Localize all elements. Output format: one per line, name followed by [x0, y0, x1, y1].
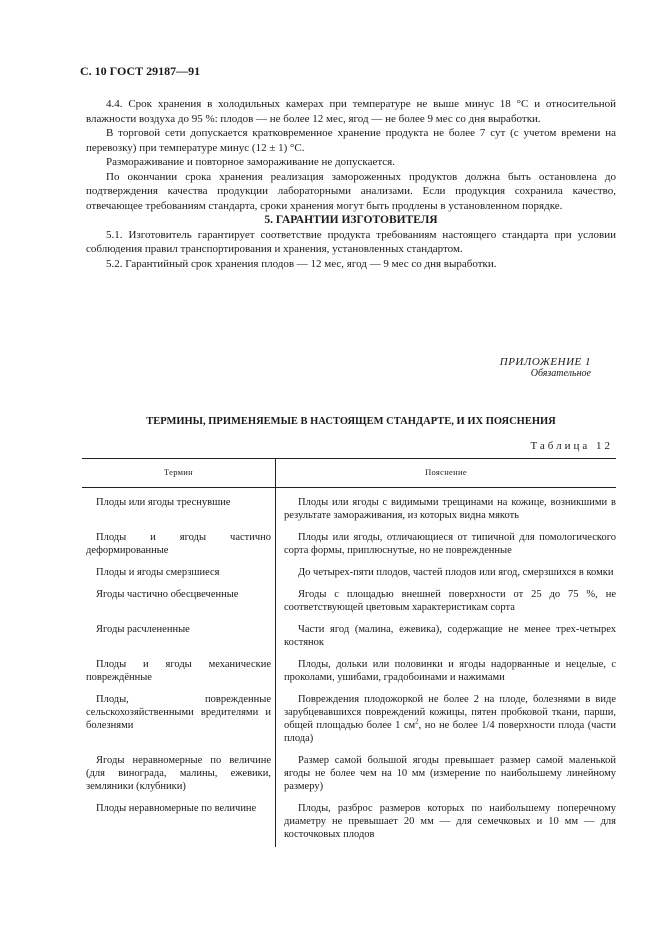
explanation-cell: Размер самой большой ягоды превышает размер самой маленькой ягоды не более чем на 10 мм (измерение по наибольшему линейному размеру) [284, 755, 616, 792]
table-row [82, 563, 616, 585]
paragraph-4-4: 4.4. Срок хранения в холодильных камерах при температуре не выше минус 18 °С и относительной влажности воздуха до 95 %: плодов — не более 12 мес, ягод — не более 9 мес со дня выработки. [86, 98, 616, 125]
fraction: 1/4 [481, 720, 495, 731]
appendix-subtitle: Обязательное [530, 368, 591, 379]
term-cell: Ягоды неравномерные по величине (для винограда, малины, ежевики, земляники (клубники) [82, 751, 276, 799]
table-row [82, 690, 616, 751]
table-label: Таблица 12 [530, 440, 613, 452]
table-header-row [82, 459, 616, 488]
explanation-part: Повреждения плодожоркой не более 2 на плоде, болезнями в виде зарубцевавшихся повреждений кожицы, пятен пробковой ткани, парши, общей площадью более 1 см [284, 694, 616, 731]
term-cell: Плоды, поврежденные сельскохозяйственными вредителями и болезнями [82, 690, 276, 751]
explanation-cell: Ягоды с площадью внешней поверхности от 25 до 75 %, не соответствующей цветовым характеристикам сорта [284, 589, 616, 613]
term-cell: Плоды неравномерные по величине [82, 799, 276, 847]
term-cell: Плоды и ягоды частично деформированные [82, 528, 276, 563]
page-header: С. 10 ГОСТ 29187—91 [80, 64, 201, 78]
explanation-cell: Части ягод (малина, ежевика), содержащие не менее трех-четырех костянок [284, 624, 616, 648]
table-row [82, 751, 616, 799]
explanation-cell: Плоды, дольки или половинки и ягоды надорванные и нецелые, с проколами, ушибами, градобоинами и нажимами [284, 659, 616, 683]
column-header-term: Термин [82, 459, 276, 488]
term-cell: Плоды и ягоды смерзшиеся [82, 563, 276, 585]
table-row [82, 620, 616, 655]
table-row [82, 655, 616, 690]
table-row [82, 488, 616, 529]
explanation-cell: До четырех-пяти плодов, частей плодов или ягод, смерзшихся в комки [298, 567, 614, 578]
main-text [86, 97, 616, 271]
appendix-heading [500, 356, 591, 379]
term-cell: Плоды или ягоды треснувшие [82, 488, 276, 529]
appendix-title: ПРИЛОЖЕНИЕ 1 [499, 356, 591, 368]
table-title: ТЕРМИНЫ, ПРИМЕНЯЕМЫЕ В НАСТОЯЩЕМ СТАНДАРТЕ, И ИХ ПОЯСНЕНИЯ [146, 416, 556, 427]
paragraph-refreezing: Размораживание и повторное замораживание не допускается. [106, 156, 395, 168]
paragraph-trade-storage: В торговой сети допускается кратковременное хранение продукта не более 7 сут (с учетом времени на перевозку) при температуре минус (12 ± 1) °С. [86, 127, 616, 154]
terms-table [82, 458, 616, 847]
table-row [82, 799, 616, 847]
explanation-cell: Плоды или ягоды, отличающиеся от типичной для помологического сорта формы, приплюснутые, но не поврежденные [284, 532, 616, 556]
section-5-title: 5. ГАРАНТИИ ИЗГОТОВИТЕЛЯ [264, 214, 438, 226]
paragraph-5-2: 5.2. Гарантийный срок хранения плодов — 12 мес, ягод — 9 мес со дня выработки. [106, 257, 497, 270]
paragraph-storage-end: По окончании срока хранения реализация замороженных продуктов должна быть остановлена до подтверждения качества продукции лабораторными анализами. Если продукция сохранила качество, отвечающее требованиям стандарта, сроки хранения могут быть продлены в установленном порядке. [86, 170, 616, 212]
table-row [82, 528, 616, 563]
paragraph-5-1: 5.1. Изготовитель гарантирует соответствие продукта требованиям настоящего стандарта при условии соблюдения правил транспортирования и хранения, установленных стандартом. [86, 228, 616, 255]
explanation-part: , но не более [418, 720, 482, 731]
explanation-cell [276, 690, 617, 751]
explanation-part: поверхности плода (части плода) [284, 720, 616, 744]
explanation-cell: Плоды, разброс размеров которых по наибольшему поперечному диаметру не превышает 20 мм — для семечковых и 10 мм — для косточковых плодов [284, 803, 616, 840]
superscript: 2 [415, 717, 419, 726]
table-row [82, 585, 616, 620]
term-cell: Ягоды расчлененные [82, 620, 276, 655]
term-cell: Ягоды частично обесцвеченные [82, 585, 276, 620]
column-header-explanation: Пояснение [276, 459, 617, 488]
explanation-cell: Плоды или ягоды с видимыми трещинами на кожице, возникшими в результате замораживания, из которых видна мякоть [284, 497, 616, 521]
term-cell: Плоды и ягоды механические повреждённые [82, 655, 276, 690]
